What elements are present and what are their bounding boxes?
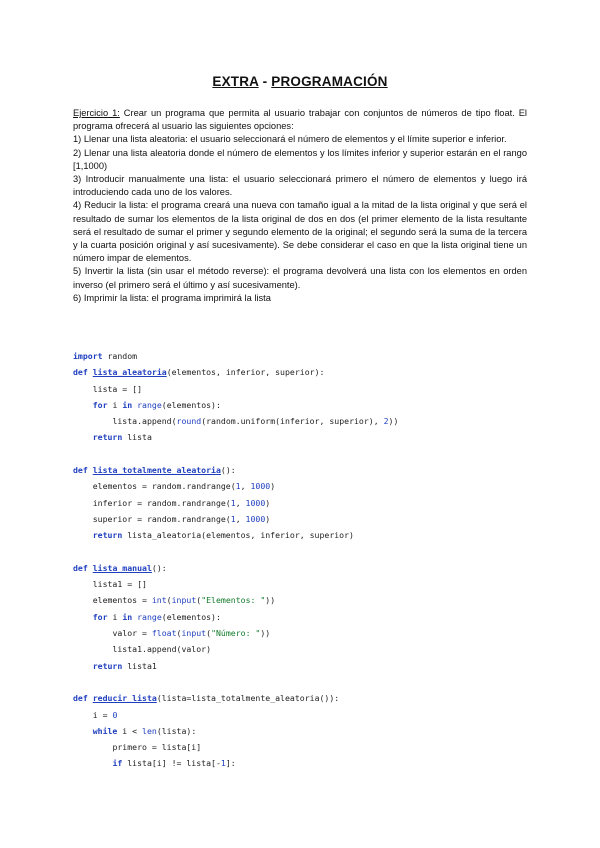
option-4: 4) Reducir la lista: el programa creará una nueva con tamaño igual a la mitad de la lista original y que será el resultado de sumar los elementos de la lista original de dos en dos (el primer elemento de la lista resultante será el resultado de sumar el primer y segundo elemento de la original; el segundo será la suma de la tercera y la cuarta posición original y así sucesivamente). Se debe considerar el caso en que la lista original tiene un número impar de elementos. [73, 200, 527, 264]
option-3: 3) Introducir manualmente una lista: el usuario seleccionará primero el número de elementos y luego irá introduciendo cada uno de los valores. [73, 174, 527, 198]
code-line: def reducir_lista(lista=lista_totalmente_aleatoria()): [73, 693, 340, 704]
code-line: superior = random.randrange(1, 1000) [92, 513, 271, 524]
exercise-statement [73, 107, 527, 305]
code-line: def lista_manual(): [73, 562, 167, 573]
code-line: def lista_totalmente_aleatoria(): [73, 465, 236, 476]
page-title [0, 74, 600, 89]
code-line: return lista1 [92, 660, 157, 671]
code-line: for i in range(elementos): [92, 611, 221, 622]
option-2: 2) Llenar una lista aleatoria donde el número de elementos y los límites inferior y superior estarán en el rango [1,1000) [73, 147, 527, 171]
code-line: return lista [92, 432, 152, 443]
code-line: import random [73, 351, 138, 361]
code-block [73, 348, 553, 772]
option-6: 6) Imprimir la lista: el programa imprimirá la lista [73, 292, 271, 303]
option-1: 1) Llenar una lista aleatoria: el usuario seleccionará el número de elementos y el límite superior e inferior. [73, 134, 507, 145]
code-line: valor = float(input("Número: ")) [112, 628, 271, 639]
title-extra: EXTRA [212, 74, 259, 89]
code-line: while i < len(lista): [92, 725, 197, 736]
code-line: lista1 = [] [92, 579, 147, 590]
code-line: i = 0 [92, 709, 118, 720]
title-separator: - [258, 74, 272, 89]
exercise-intro: Ejercicio 1: Crear un programa que permita al usuario trabajar con conjuntos de números de tipo float. El programa ofrecerá al usuario las siguientes opciones: [73, 108, 527, 132]
code-line: lista.append(round(random.uniform(inferior, superior), 2)) [112, 416, 399, 427]
code-line: inferior = random.randrange(1, 1000) [92, 497, 271, 508]
exercise-label: Ejercicio 1: [73, 108, 120, 118]
code-line: return lista_aleatoria(elementos, inferior, superior) [92, 530, 354, 541]
code-line: lista1.append(valor) [112, 644, 212, 655]
code-line: def lista_aleatoria(elementos, inferior, superior): [73, 367, 325, 378]
code-line: elementos = int(input("Elementos: ")) [92, 595, 276, 606]
title-programacion: PROGRAMACIÓN [271, 74, 388, 89]
option-5: 5) Invertir la lista (sin usar el método reverse): el programa devolverá una lista con los elementos en orden inverso (el primero será el último y así sucesivamente). [73, 266, 527, 290]
code-line: lista = [] [73, 383, 143, 394]
code-line: if lista[i] != lista[-1]: [112, 758, 236, 769]
code-line: elementos = random.randrange(1, 1000) [92, 481, 276, 492]
code-line: for i in range(elementos): [92, 399, 221, 410]
code-line: primero = lista[i] [112, 742, 202, 753]
